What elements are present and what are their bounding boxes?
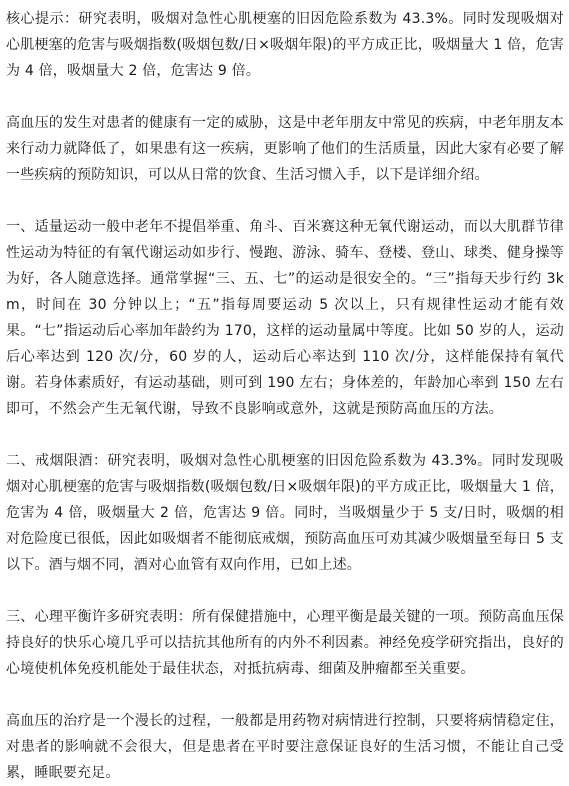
paragraph-key-hint: 核心提示：研究表明，吸烟对急性心肌梗塞的旧因危险系数为 43.3%。同时发现吸烟对心肌梗塞的危害与吸烟指数(吸烟包数/日×吸烟年限)的平方成正比，吸烟量大 1 倍，危害为 4 倍，吸烟量大 2 倍，危害达 9 倍。 — [6, 11, 564, 79]
paragraph-mental-balance: 三、心理平衡许多研究表明：所有保健措施中，心理平衡是最关键的一项。预防高血压保持良好的快乐心境几乎可以拮抗其他所有的内外不利因素。神经免疫学研究指出，良好的心境使机体免疫机能处于最佳状态，对抵抗病毒、细菌及肿瘤都至关重要。 — [6, 609, 564, 677]
paragraph-intro: 高血压的发生对患者的健康有一定的威胁，这是中老年朋友中常见的疾病，中老年朋友本来行动力就降低了，如果患有这一疾病，更影响了他们的生活质量，因此大家有必要了解一些疾病的预防知识，可以从日常的饮食、生活习惯入手，以下是详细介绍。 — [6, 115, 564, 183]
paragraph-treatment: 高血压的治疗是一个漫长的过程，一般都是用药物对病情进行控制，只要将病情稳定住，对患者的影响就不会很大，但是患者在平时要注意保证良好的生活习惯，不能让自己受累，睡眠要充足。 — [6, 713, 564, 781]
paragraph-quit-smoking: 二、戒烟限酒：研究表明，吸烟对急性心肌梗塞的旧因危险系数为 43.3%。同时发现吸烟对心肌梗塞的危害与吸烟指数(吸烟包数/日×吸烟年限)的平方成正比，吸烟量大 1 倍，危害为 4 倍，吸烟量大 2 倍，危害达 9 倍。同时，当吸烟量少于 5 支/日时，吸烟的相对危险度已很低，因此如吸烟者不能彻底戒烟，预防高血压可劝其减少吸烟量至每日 5 支以下。酒与烟不同，酒对心血管有双向作用，已如上述。 — [6, 453, 565, 573]
paragraph-exercise: 一、适量运动一般中老年不提倡举重、角斗、百米赛这种无氧代谢运动，而以大肌群节律性运动为特征的有氧代谢运动如步行、慢跑、游泳、骑车、登楼、登山、球类、健身操等为好，各人随意选择。通常掌握“三、五、七”的运动是很安全的。“三”指每天步行约 3km，时间在 30 分钟以上；“五”指每周要运动 5 次以上，只有规律性运动才能有效果。“七”指运动后心率加年龄约为 170，这样的运动量属中等度。比如 50 岁的人，运动后心率达到 120 次/分，60 岁的人，运动后心率达到 110 次/分，这样能保持有氧代谢。若身体素质好，有运动基础，则可到 190 左右；身体差的，年龄加心率到 150 左右即可，不然会产生无氧代谢，导致不良影响或意外，这就是预防高血压的方法。 — [6, 219, 564, 417]
article-body — [6, 6, 564, 786]
